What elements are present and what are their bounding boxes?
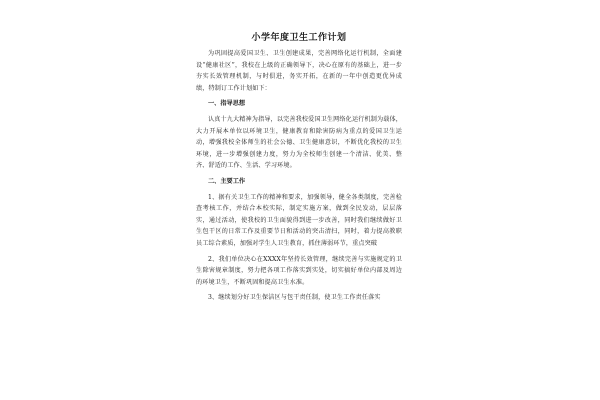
section-heading-guiding-ideology: 一、指导思想: [208, 100, 246, 108]
work-item-1: 1、据有关卫生工作的精神和要求，加强领导，健全各类制度，完善检查考核工作，并结合本校实际，制定实施方案，做到全民发动，层层落实，通过活动，使我校的卫生面貌得到进一步改善，同时我们继续做好卫生包干区的日常工作及重要节日和活动的突击清扫，同时，着力提高教职员工综合素质，加强对学生人卫生教育，抓住薄弱环节，重点突破: [196, 193, 402, 247]
work-item-2: 2、我们单位决心在XXXX年坚持长效管理，继续完善与实施规定的卫生除害规章制度，努力把各项工作落实到实处，切实搞好单位内部及周边的环境卫生，不断巩固和提高卫生水准。: [196, 255, 402, 286]
document-title: 小学年度卫生工作计划: [251, 33, 347, 43]
document-body: [196, 32, 402, 304]
work-item-3: 3、继续划分好卫生保洁区与包干责任制，使卫生工作责任落实: [208, 294, 381, 302]
guiding-ideology-paragraph: 认真十九大精神为指导，以完善我校爱国卫生网络化运行机制为载体，大力开展本单位以环境卫生，健康教育和除害防病为重点的爱国卫生运动，增强我校全体师生的社会公德、卫生健康意识，不断优化我校的卫生环境，进一步增强创建力度，努力为全校师生创建一个清洁、优美、整齐、舒适的工作、生活、学习环境。: [196, 115, 402, 170]
section-heading-main-work: 二、主要工作: [208, 177, 246, 185]
intro-paragraph: 为巩固提高爱国卫生、卫生创建成果，完善网络化运行机制，全面建设“健康社区”，我校在上级的正确领导下，决心在原有的基础上，进一步夯实长效管理机制，与时俱进，务实开拓，在新的一年中创造更优异成绩，特制订工作计划如下：: [196, 50, 402, 92]
